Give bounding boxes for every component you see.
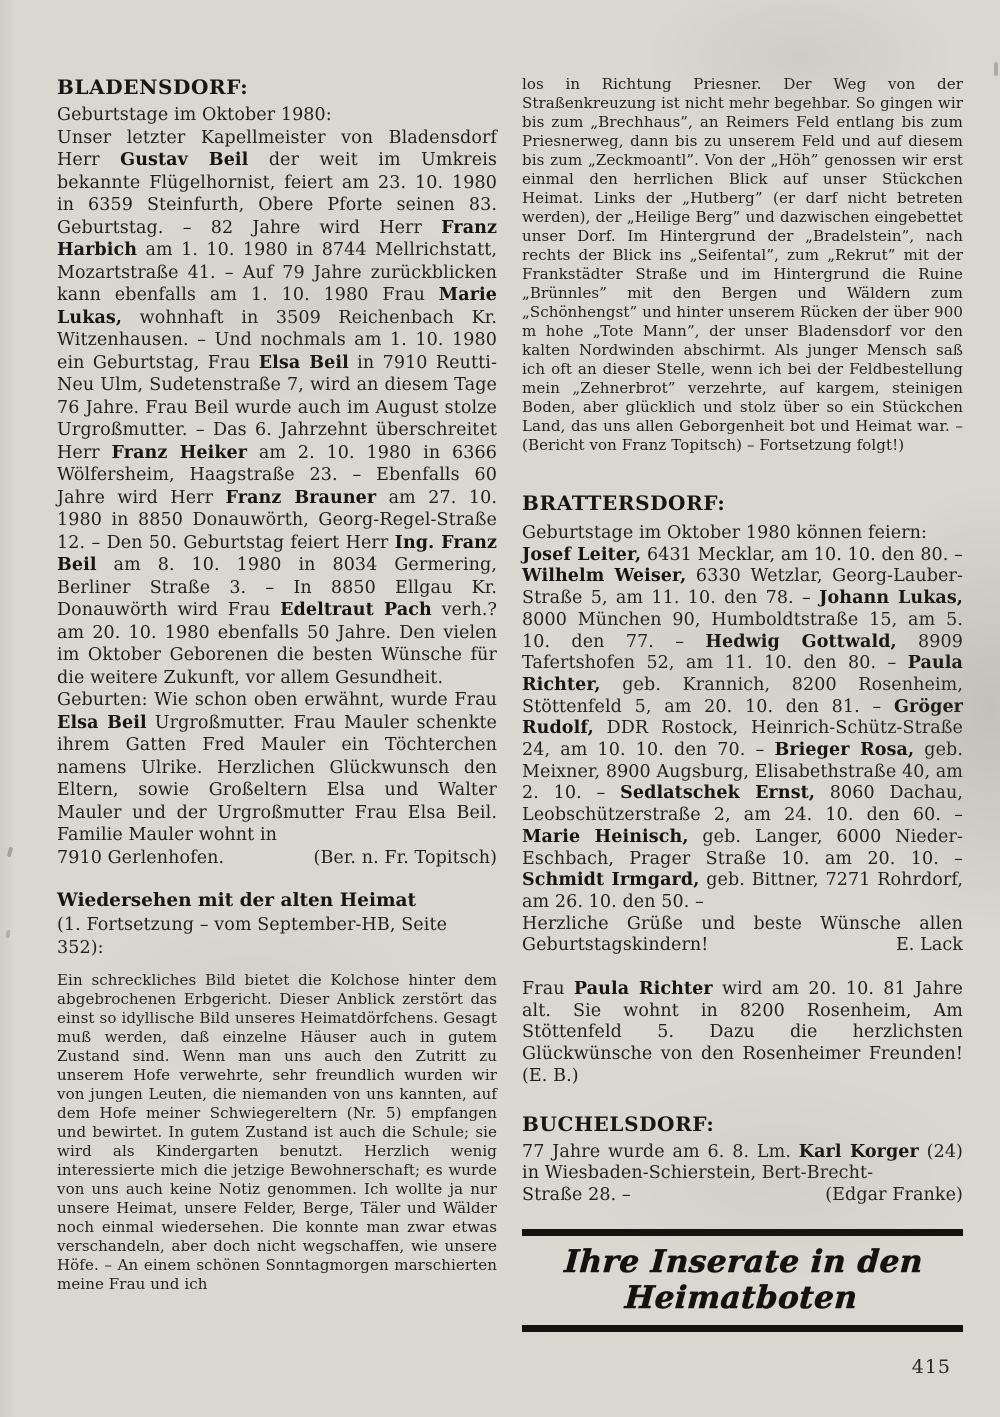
buchelsdorf-signature-line bbox=[522, 1185, 963, 1207]
buchelsdorf-lastline-text: Straße 28. – bbox=[522, 1184, 631, 1205]
greeting-line: Herzliche Grüße und beste Wünsche allen bbox=[522, 913, 963, 934]
bladensdorf-birthdays-paragraph: Unser letzter Kapellmeister von Bladensdorf Herr Gustav Beil der weit im Umkreis bekannte Flügelhornist, feiert am 23. 10. 1980 in 6359 Steinfurth, Obere Pforte seinen 83. Geburtstag. – 82 Jahre wird Herr Franz Harbich am 1. 10. 1980 in 8744 Mellrichstatt, Mozartstraße 41. – Auf 79 Jahre zurückblicken kann ebenfalls am 1. 10. 1980 Frau Marie Lukas, wohnhaft in 3509 Reichenbach Kr. Witzenhausen. – Und nochmals am 1. 10. 1980 ein Geburtstag, Frau Elsa Beil in 7910 Reutti-Neu Ulm, Sudetenstraße 7, wird an diesem Tage 76 Jahre. Frau Beil wurde auch im August stolze Urgroßmutter. – Das 6. Jahrzehnt überschreitet Herr Franz Heiker am 2. 10. 1980 in 6366 Wölfersheim, Haagstraße 23. – Ebenfalls 60 Jahre wird Herr Franz Brauner am 27. 10. 1980 in 8850 Donauwörth, Georg-Regel-Straße 12. – Den 50. Geburtstag feiert Herr Ing. Franz Beil am 8. 10. 1980 in 8034 Germering, Berliner Straße 3. – In 8850 Ellgau Kr. Donauwörth wird Frau Edeltraut Pach verh.? am 20. 10. 1980 ebenfalls 50 Jahre. Den vielen im Oktober Geborenen die besten Wünsche für die weitere Zukunft, vor allem Gesundheit. bbox=[57, 127, 497, 688]
bladensdorf-births-paragraph: Geburten: Wie schon oben erwähnt, wurde Frau Elsa Beil Urgroßmutter. Frau Mauler schenkte ihrem Gatten Fred Mauler ein Töchterchen namens Ulrike. Herzlichen Glückwunsch den Eltern, sowie Großeltern Elsa und Walter Mauler und der Urgroßmutter Frau Elsa Beil. Familie Mauler wohnt in bbox=[57, 690, 497, 845]
section-heading-brattersdorf: BRATTERSDORF: bbox=[522, 491, 726, 515]
section-heading-bladensdorf: BLADENSDORF: bbox=[57, 75, 249, 99]
births-signature: (Ber. n. Fr. Topitsch) bbox=[313, 847, 497, 868]
births-signature-line bbox=[57, 847, 497, 870]
bladensdorf-birthdays-intro: Geburtstage im Oktober 1980: bbox=[57, 105, 332, 125]
brattersdorf-birthdays-paragraph: Josef Leiter, 6431 Mecklar, am 10. 10. den 80. – Wilhelm Weiser, 6330 Wetzlar, Georg-Lauber-Straße 5, am 11. 10. den 78. – Johann Lukas, 8000 München 90, Humboldtstraße 15, am 5. 10. den 77. – Hedwig Gottwald, 8909 Tafertshofen 52, am 11. 10. den 80. – Paula Richter, geb. Krannich, 8200 Rosenheim, Stöttenfeld 5, am 20. 10. den 81. – Gröger Rudolf, DDR Rostock, Heinrich-Schütz-Straße 24, am 10. 10. den 70. – Brieger Rosa, geb. Meixner, 8900 Augsburg, Elisabethstraße 40, am 2. 10. – Sedlatschek Ernst, 8060 Dachau, Leobschützerstraße 2, am 24. 10. den 60. – Marie Heinisch, geb. Langer, 6000 Nieder-Eschbach, Prager Straße 10. am 20. 10. – Schmidt Irmgard, geb. Bittner, 7271 Rohrdorf, am 26. 10. den 50. – bbox=[522, 544, 964, 912]
brattersdorf-birthdays-intro: Geburtstage im Oktober 1980 können feiern: bbox=[522, 523, 928, 543]
inserate-banner bbox=[522, 1229, 963, 1332]
greeting-signature-line bbox=[522, 935, 963, 957]
births-lastline-text: 7910 Gerlenhofen. bbox=[57, 847, 225, 868]
paula-richter-paragraph: Frau Paula Richter wird am 20. 10. 81 Jahre alt. Sie wohnt in 8200 Rosenheim, Am Stöttenfeld 5. Dazu die herzlichsten Glückwünsche von den Rosenheimer Freunden! (E. B.) bbox=[522, 979, 964, 1086]
right-column bbox=[522, 75, 963, 1378]
greeting-signature: E. Lack bbox=[895, 935, 963, 956]
left-column bbox=[57, 75, 497, 1294]
buchelsdorf-signature: (Edgar Franke) bbox=[825, 1184, 963, 1205]
two-column-layout bbox=[57, 75, 963, 1378]
inserate-banner-text: Ihre Inserate in den Heimatboten bbox=[563, 1243, 925, 1316]
buchelsdorf-paragraph: 77 Jahre wurde am 6. 8. Lm. Karl Korger (24) in Wiesbaden-Schierstein, Bert-Brecht- bbox=[522, 1141, 963, 1184]
section-heading-buchelsdorf: BUCHELSDORF: bbox=[522, 1111, 715, 1136]
story-continuation-paragraph: los in Richtung Priesner. Der Weg von der Straßenkreuzung ist nicht mehr begehbar. So gingen wir bis zum „Brechhaus”, an Reimers Feld entlang bis zum Priesnerweg, dann bis zu unserem Feld und auf diesem bis zum „Zeckmoantl”. Von der „Höh” genossen wir erst einmal den herrlichen Blick auf unser Stückchen Heimat. Links der „Hutberg” (er darf nicht betreten werden), der „Heilige Berg” und dazwischen eingebettet unser Dorf. Im Hintergrund der „Bradelstein”, nach rechts der Blick ins „Seifental”, zum „Rekrut” mit der Frankstädter Straße und im Hintergrund die Ruine „Brünnles” mit den Bergen und Wäldern zum „Schönhengst” und hinter unserem Rücken der über 900 m hohe „Tote Mann”, der unser Bladensdorf vor den kalten Nordwinden abschirmt. Als junger Mensch saß ich oft an dieser Stelle, wenn ich bei der Feldbestellung mein „Zehnerbrot” verzehrte, auf kargem, steinigen Boden, aber glücklich und stolz über so ein Stückchen Land, das uns allen Geborgenheit bot und Heimat war. – (Bericht von Franz Topitsch) – Fortsetzung folgt!) bbox=[522, 75, 963, 454]
section-heading-wiedersehen: Wiedersehen mit der alten Heimat bbox=[57, 890, 417, 911]
greeting-lastline-text: Geburtstagskindern! bbox=[522, 935, 709, 956]
wiedersehen-story-paragraph: Ein schreckliches Bild bietet die Kolchose hinter dem abgebrochenen Erbgericht. Dieser Anblick zerstört das einst so idyllische Bild unseres Heimatdörfchens. Gesagt muß werden, daß einzelne Häuser auch in gutem Zustand sind. Wenn man uns auch den Zutritt zu unserem Hofe verwehrte, sehr freundlich wurden wir von jungen Leuten, die niemanden von uns kannten, auf dem Hofe meiner Schwiegereltern (Nr. 5) empfangen und bewirtet. In gutem Zustand ist auch die Schule; sie wird als Kindergarten benutzt. Herzlich wenig interessierte mich die jetzige Bewohnerschaft; es wurde von uns auch keine Notiz genommen. Ich wollte ja nur unsere Heimat, unsere Felder, Berge, Täler und Wälder noch einmal wiedersehen. Die konnte man zwar etwas verschandeln, aber doch nicht wegschaffen, wie unsere Höfe. – An einem schönen Sonntagmorgen marschierten meine Frau und ich bbox=[57, 971, 497, 1293]
margin-scratch-mark bbox=[994, 62, 998, 76]
wiedersehen-subtitle: (1. Fortsetzung – vom September-HB, Seite 352): bbox=[57, 915, 448, 958]
page-number: 415 bbox=[911, 1355, 951, 1378]
